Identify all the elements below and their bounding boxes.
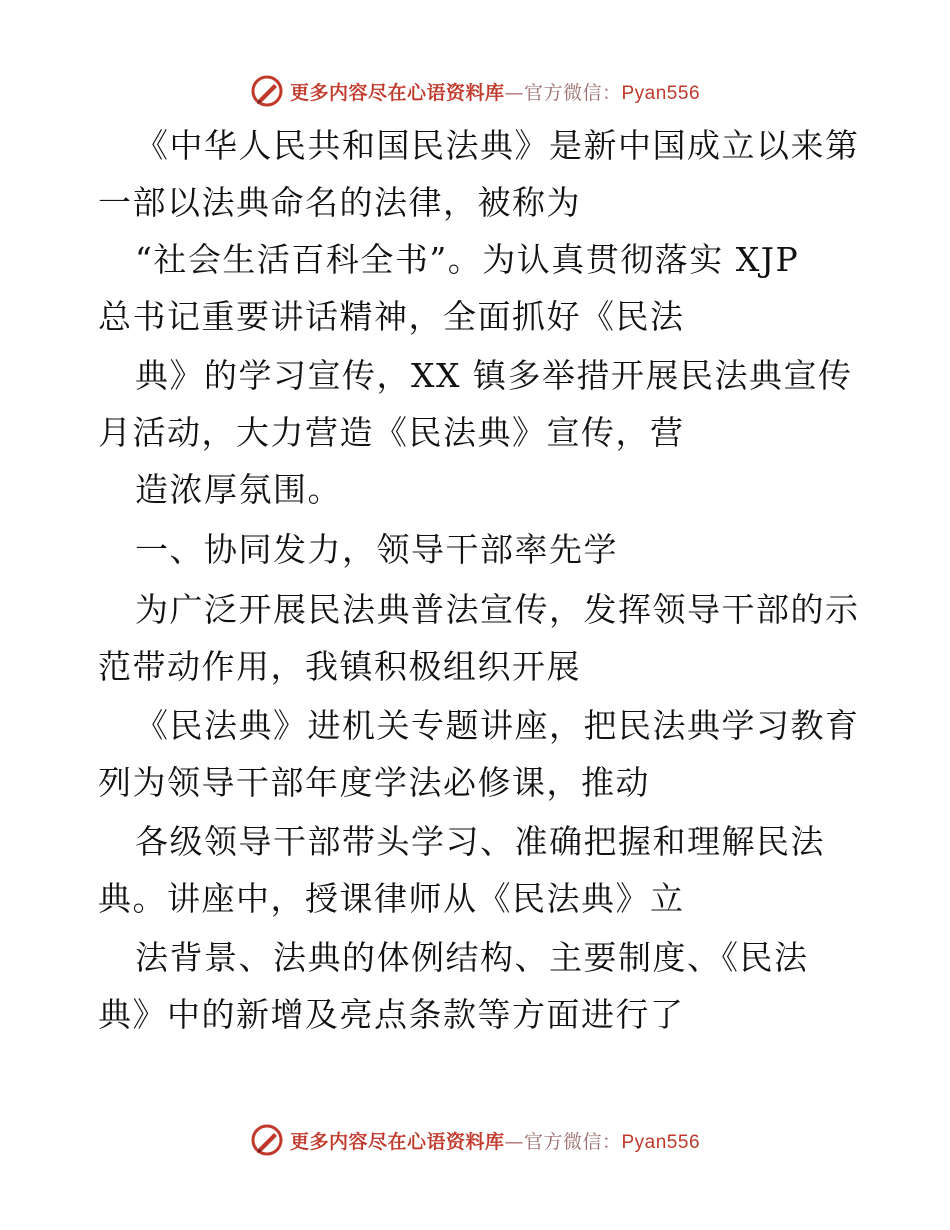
body-line: 列为领导干部年度学法必修课，推动 [98, 763, 650, 802]
body-line: “社会生活百科全书”。为认真贯彻落实 XJP [135, 240, 800, 279]
header-banner-wechat-label: 官方微信： [523, 81, 622, 104]
header-banner-title: 更多内容尽在心语资料库 [289, 81, 505, 104]
pen-logo-icon [250, 74, 284, 108]
body-line: 《中华人民共和国民法典》是新中国成立以来第 [135, 126, 860, 165]
footer-banner-wechat-label: 官方微信： [523, 1130, 622, 1153]
body-line: 法背景、法典的体例结构、主要制度、《民法 [135, 938, 809, 977]
footer-banner [0, 1120, 950, 1160]
body-line: 各级领导干部带头学习、准确把握和理解民法 [135, 822, 825, 861]
header-banner-wechat-id: Pyan556 [621, 82, 701, 104]
header-banner [0, 71, 950, 111]
section-heading: 一、协同发力，领导干部率先学 [135, 530, 618, 569]
footer-banner-wechat-id: Pyan556 [621, 1131, 701, 1153]
header-banner-dash: — [504, 81, 524, 104]
body-line: 《民法典》进机关专题讲座，把民法典学习教育 [135, 706, 860, 745]
footer-banner-title: 更多内容尽在心语资料库 [289, 1130, 505, 1153]
body-line: 典》中的新增及亮点条款等方面进行了 [98, 995, 685, 1034]
pen-logo-icon [250, 1123, 284, 1157]
body-line: 月活动，大力营造《民法典》宣传，营 [98, 413, 685, 452]
body-line: 为广泛开展民法典普法宣传，发挥领导干部的示 [135, 590, 860, 629]
body-line: 造浓厚氛围。 [135, 470, 342, 509]
body-line: 一部以法典命名的法律，被称为 [98, 183, 581, 222]
body-line: 总书记重要讲话精神，全面抓好《民法 [98, 297, 685, 336]
footer-banner-dash: — [504, 1130, 524, 1153]
body-line: 范带动作用，我镇积极组织开展 [98, 647, 581, 686]
body-line: 典。讲座中，授课律师从《民法典》立 [98, 879, 685, 918]
body-line: 典》的学习宣传，XX 镇多举措开展民法典宣传 [135, 356, 853, 395]
